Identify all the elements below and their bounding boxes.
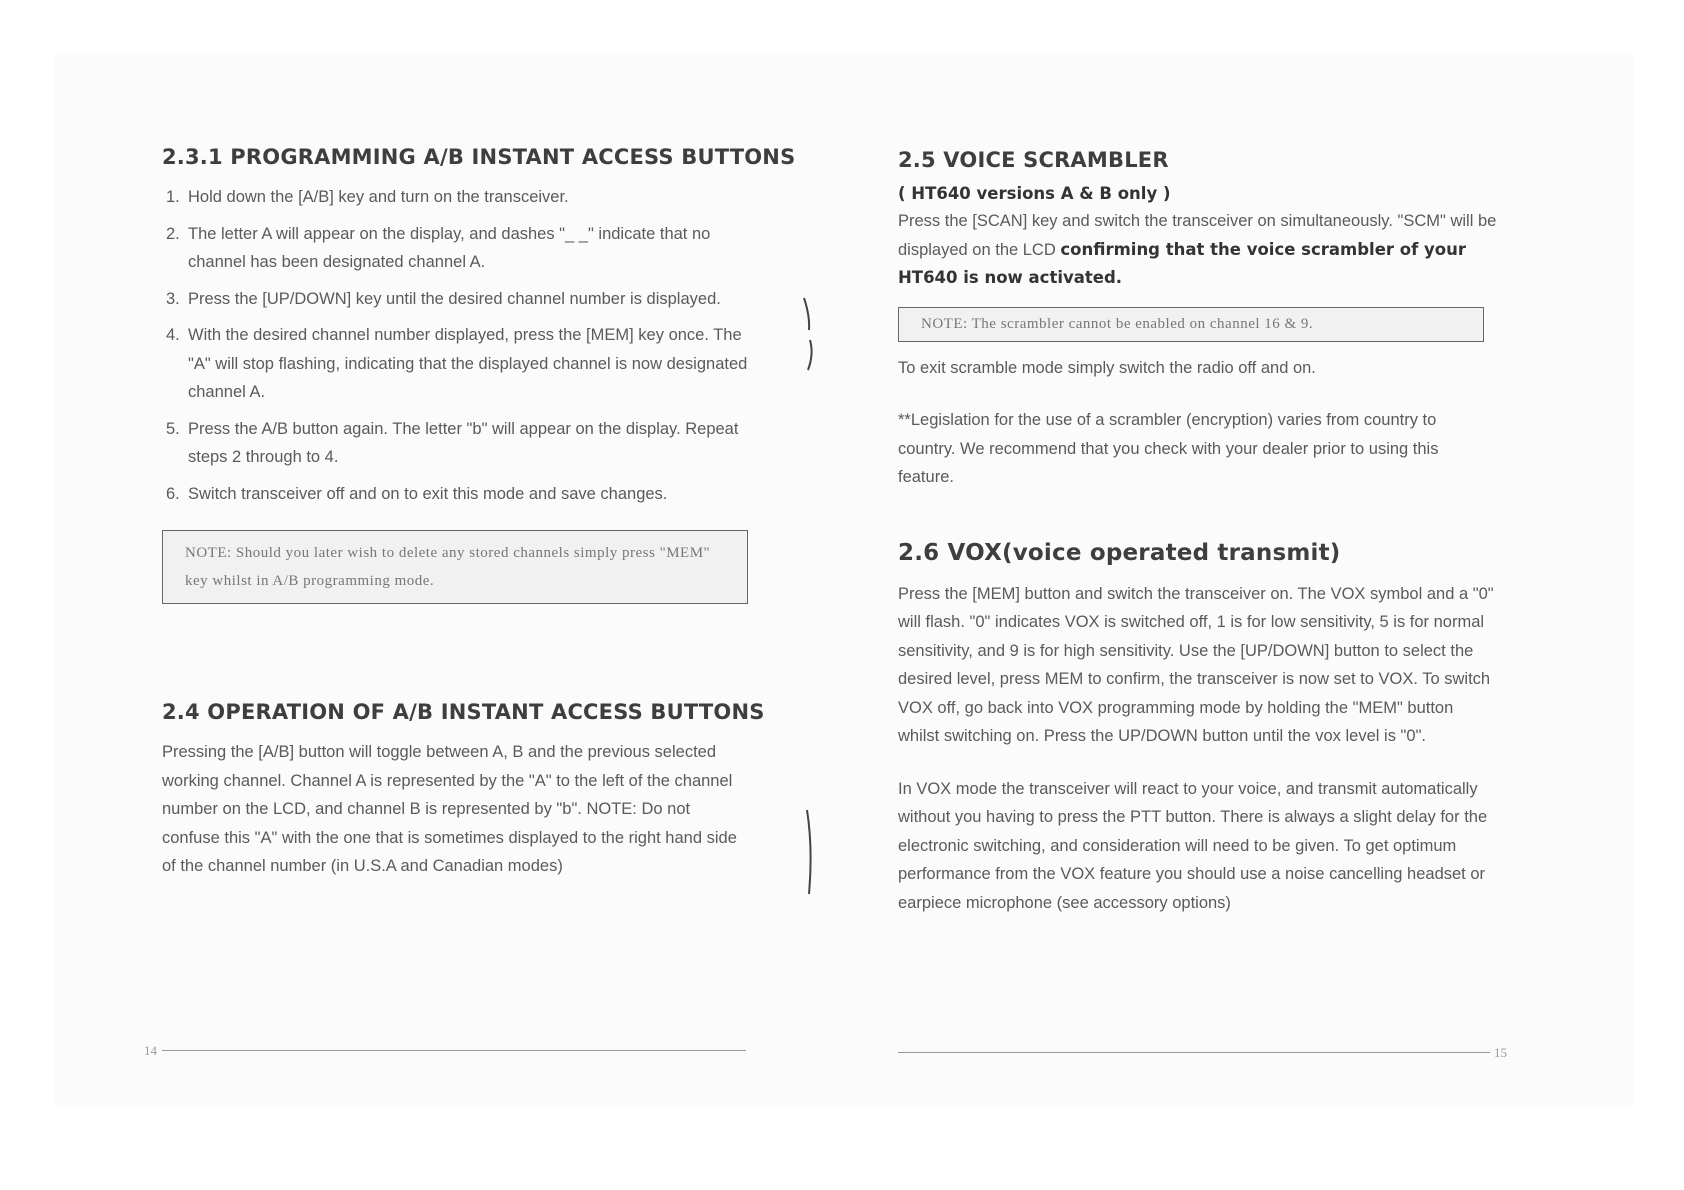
scrambler-subtitle: ( HT640 versions A & B only )	[898, 184, 1171, 203]
section-2-4-title: 2.4 OPERATION OF A/B INSTANT ACCESS BUTTONS	[162, 700, 765, 724]
step-item: 2. The letter A will appear on the display, and dashes "_ _" indicate that no channel has been designated channel A.	[166, 224, 711, 271]
step-item: 4. With the desired channel number displayed, press the [MEM] key once. The "A" will stop flashing, indicating that the displayed channel is now designated channel A.	[166, 326, 748, 401]
left-page	[162, 145, 796, 881]
scrambler-channel-note: NOTE: The scrambler cannot be enabled on channel 16 & 9.	[898, 307, 1484, 342]
scrambler-exit-text: To exit scramble mode simply switch the radio off and on.	[898, 358, 1316, 377]
step-item: 1. Hold down the [A/B] key and turn on the transceiver.	[166, 188, 569, 206]
left-page-number: 14	[144, 1043, 157, 1058]
vox-description: In VOX mode the transceiver will react to your voice, and transmit automatically without you having to press the PTT button. There is always a slight delay for the electronic switching, and consideration will need to be given. To get optimum performance from the VOX feature you should use a noise cancelling headset or earpiece microphone (see accessory options)	[898, 779, 1488, 912]
step-item: 6. Switch transceiver off and on to exit this mode and save changes.	[166, 484, 668, 503]
scrambler-body: Press the [SCAN] key and switch the transceiver on simultaneously. "SCM" will be displayed on the LCD confirming that the voice scrambler of your HT640 is now activated.	[898, 212, 1497, 287]
binder-mark	[800, 808, 820, 898]
right-page-number: 15	[1494, 1045, 1507, 1060]
binder-mark	[800, 296, 820, 376]
left-footer-rule	[162, 1050, 746, 1051]
vox-instructions: Press the [MEM] button and switch the transceiver on. The VOX symbol and a "0" will flash. "0" indicates VOX is switched off, 1 is for low sensitivity, 5 is for normal sensitivity, and 9 is for high sensitivity. Use the [UP/DOWN] button to select the desired level, press MEM to confirm, the transceiver is now set to VOX. To switch VOX off, go back into VOX programming mode by holding the "MEM" button whilst switching on. Press the UP/DOWN button until the vox level is "0".	[898, 584, 1494, 745]
right-footer-rule	[898, 1052, 1490, 1053]
step-item: 3. Press the [UP/DOWN] key until the desired channel number is displayed.	[166, 289, 721, 308]
section-2-5-title: 2.5 VOICE SCRAMBLER	[898, 148, 1169, 172]
section-2-3-1-title: 2.3.1 PROGRAMMING A/B INSTANT ACCESS BUTTONS	[162, 145, 796, 169]
scrambler-legislation: **Legislation for the use of a scrambler (encryption) varies from country to country. We recommend that you check with your dealer prior to using this feature.	[898, 411, 1439, 486]
step-item: 5. Press the A/B button again. The letter "b" will appear on the display. Repeat steps 2 through to 4.	[166, 419, 739, 466]
programming-steps	[162, 183, 752, 508]
section-2-6-title: 2.6 VOX(voice operated transmit)	[898, 539, 1341, 566]
delete-channels-note: NOTE: Should you later wish to delete any stored channels simply press "MEM" key whilst in A/B programming mode.	[162, 530, 748, 604]
right-page	[898, 148, 1498, 917]
section-2-4-body: Pressing the [A/B] button will toggle between A, B and the previous selected working channel. Channel A is represented by the "A" to the left of the channel number on the LCD, and channel B is represented by "b". NOTE: Do not confuse this "A" with the one that is sometimes displayed to the right hand side of the channel number (in U.S.A and Canadian modes)	[162, 743, 737, 875]
